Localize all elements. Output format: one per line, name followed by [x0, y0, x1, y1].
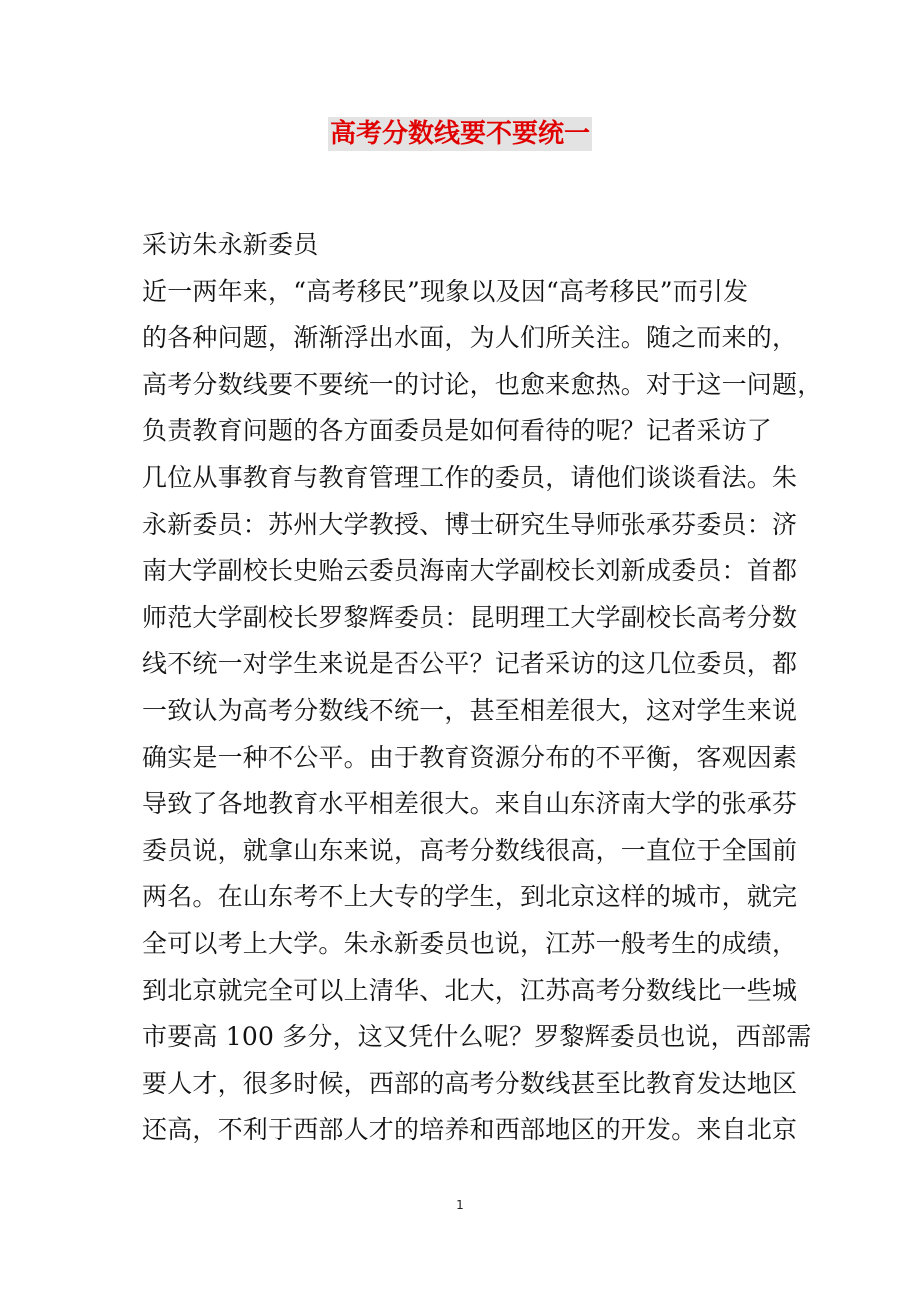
title-container	[0, 117, 920, 151]
page-number: 1	[456, 1198, 464, 1212]
document-title: 高考分数线要不要统一	[329, 119, 590, 149]
text-line: 南大学副校长史贻云委员海南大学副校长刘新成委员：首都	[142, 556, 798, 586]
text-line: 负责教育问题的各方面委员是如何看待的呢？记者采访了	[142, 416, 773, 446]
text-line: 采访朱永新委员	[142, 230, 319, 259]
text-line: 的各种问题，渐渐浮出水面，为人们所关注。随之而来的，	[142, 323, 798, 353]
text-line: 永新委员：苏州大学教授、博士研究生导师张承芬委员：济	[142, 509, 798, 539]
text-line: 市要高 100 多分，这又凭什么呢？罗黎辉委员也说，西部需	[142, 1022, 812, 1052]
text-line: 确实是一种不公平。由于教育资源分布的不平衡，客观因素	[142, 742, 798, 772]
text-line: 两名。在山东考不上大专的学生，到北京这样的城市，就完	[142, 882, 798, 912]
text-line: 线不统一对学生来说是否公平？记者采访的这几位委员，都	[142, 649, 798, 679]
text-line: 还高，不利于西部人才的培养和西部地区的开发。来自北京	[142, 1115, 798, 1145]
text-line: 到北京就完全可以上清华、北大，江苏高考分数线比一些城	[142, 975, 798, 1005]
text-line: 要人才，很多时候，西部的高考分数线甚至比教育发达地区	[142, 1068, 798, 1098]
text-line: 导致了各地教育水平相差很大。来自山东济南大学的张承芬	[142, 789, 798, 819]
text-line: 委员说，就拿山东来说，高考分数线很高，一直位于全国前	[142, 835, 798, 865]
text-line: 师范大学副校长罗黎辉委员：昆明理工大学副校长高考分数	[142, 602, 798, 632]
text-line: 全可以考上大学。朱永新委员也说，江苏一般考生的成绩，	[142, 928, 798, 958]
text-line: 高考分数线要不要统一的讨论，也愈来愈热。对于这一问题，	[142, 369, 823, 399]
text-line: 一致认为高考分数线不统一，甚至相差很大，这对学生来说	[142, 695, 798, 725]
text-line: 近一两年来，“高考移民”现象以及因“高考移民”而引发	[142, 276, 749, 306]
article-body	[142, 222, 823, 1154]
text-line: 几位从事教育与教育管理工作的委员，请他们谈谈看法。朱	[142, 462, 798, 492]
